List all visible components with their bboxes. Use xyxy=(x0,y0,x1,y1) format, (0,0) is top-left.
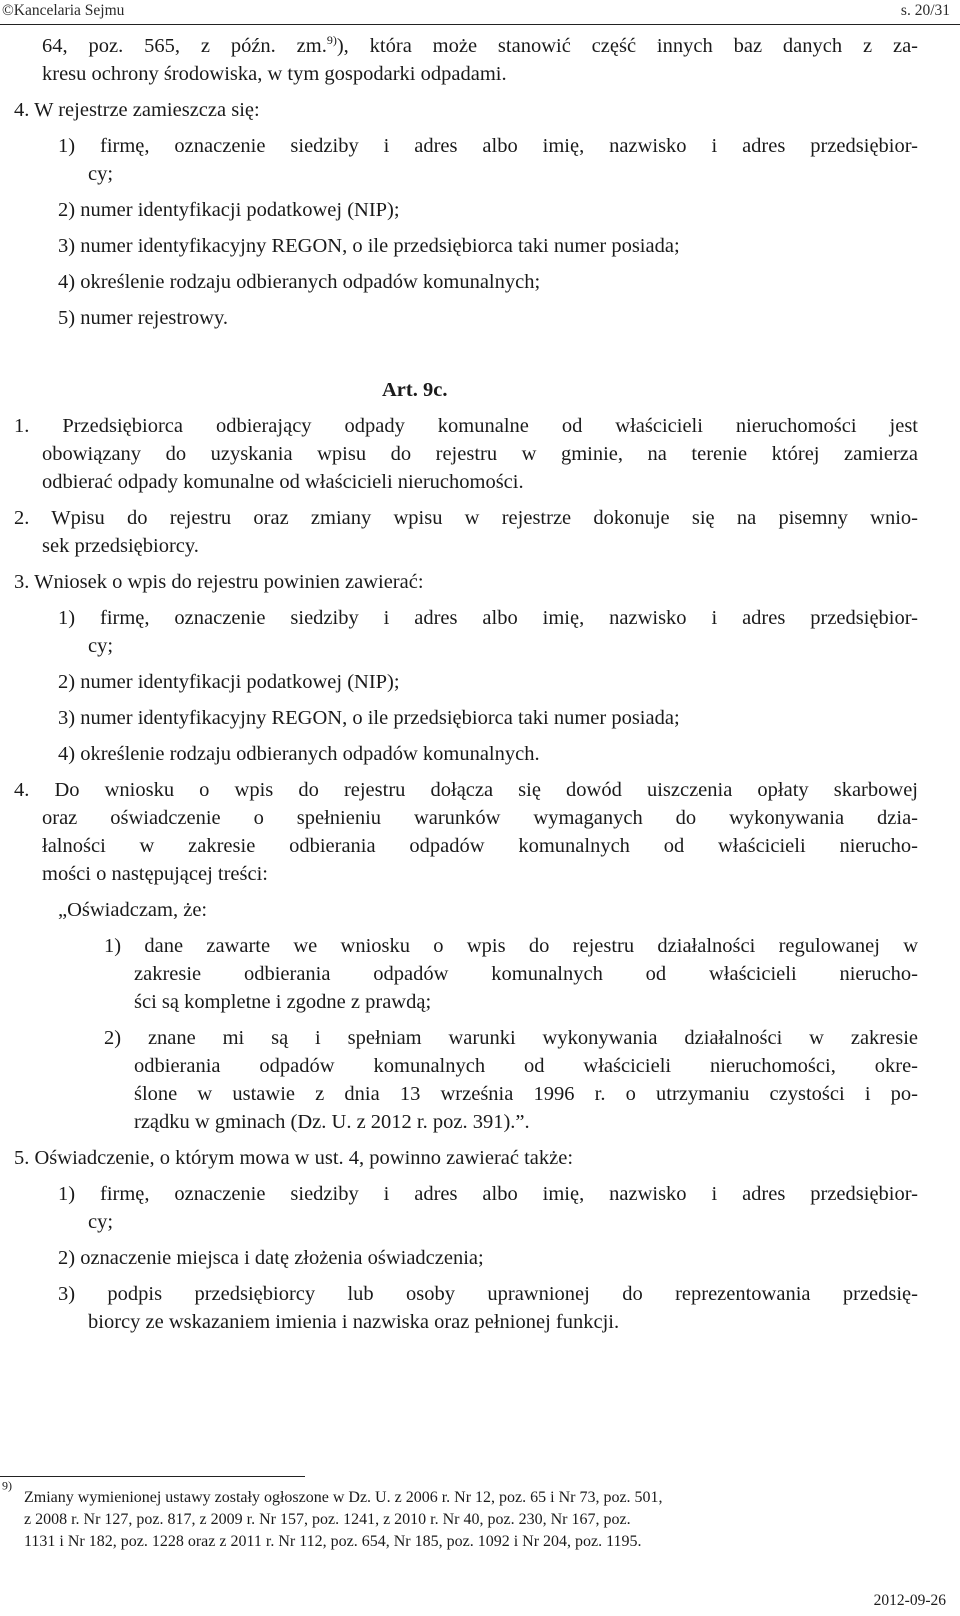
text-line: łalności w zakresie odbierania odpadów komunalnych od właścicieli nierucho- xyxy=(42,835,918,857)
footnote-divider xyxy=(0,1476,305,1477)
list-item: 2) numer identyfikacji podatkowej (NIP); xyxy=(58,199,400,221)
list-item: 3) podpis przedsiębiorcy lub osoby uprawnionej do reprezentowania przedsię- xyxy=(58,1283,918,1305)
footnote xyxy=(2,1478,12,1502)
list-item: 1) firmę, oznaczenie siedziby i adres albo imię, nazwisko i adres przedsiębior- xyxy=(58,607,918,629)
text-line: sek przedsiębiorcy. xyxy=(42,535,199,557)
list-item: 3) numer identyfikacyjny REGON, o ile przedsiębiorca taki numer posiada; xyxy=(58,235,680,257)
footnote-ref: 9) xyxy=(326,33,337,48)
text-line: ści są kompletne i zgodne z prawdą; xyxy=(134,991,432,1013)
header-divider xyxy=(0,24,960,25)
text-line: 4. Do wniosku o wpis do rejestru dołącza się dowód uiszczenia opłaty skarbowej xyxy=(14,779,918,801)
list-item: 4) określenie rodzaju odbieranych odpadów komunalnych; xyxy=(58,271,541,293)
footnote-marker: 9) xyxy=(2,1478,12,1493)
list-item: 1) firmę, oznaczenie siedziby i adres albo imię, nazwisko i adres przedsiębior- xyxy=(58,1183,918,1205)
text-line: oraz oświadczenie o spełnieniu warunków wymaganych do wykonywania dzia- xyxy=(42,807,918,829)
text-line: 4. W rejestrze zamieszcza się: xyxy=(14,99,260,121)
text-line: odbierania odpadów komunalnych od właścicieli nieruchomości, okre- xyxy=(134,1055,918,1077)
text-line: zakresie odbierania odpadów komunalnych od właścicieli nierucho- xyxy=(134,963,918,985)
text-line: 64, poz. 565, z późn. zm.$^{9)}$), która może stanowić część innych baz danych z za- xyxy=(42,33,918,57)
footnote-line: z 2008 r. Nr 127, poz. 817, z 2009 r. Nr 157, poz. 1241, z 2010 r. Nr 40, poz. 230, Nr 167, poz. xyxy=(24,1511,631,1528)
list-item: 3) numer identyfikacyjny REGON, o ile przedsiębiorca taki numer posiada; xyxy=(58,707,680,729)
text-line: mości o następującej treści: xyxy=(42,863,268,885)
list-item: 2) oznaczenie miejsca i datę złożenia oświadczenia; xyxy=(58,1247,484,1269)
text-line: cy; xyxy=(88,635,114,657)
text-line: 1. Przedsiębiorca odbierający odpady komunalne od właścicieli nieruchomości jest xyxy=(14,415,918,437)
footnote-line: 1131 i Nr 182, poz. 1228 oraz z 2011 r. Nr 112, poz. 654, Nr 185, poz. 1092 i Nr 204, poz. 1195. xyxy=(24,1533,642,1550)
text-line: 3. Wniosek o wpis do rejestru powinien zawierać: xyxy=(14,571,424,593)
list-item: 1) firmę, oznaczenie siedziby i adres albo imię, nazwisko i adres przedsiębior- xyxy=(58,135,918,157)
list-item: 4) określenie rodzaju odbieranych odpadów komunalnych. xyxy=(58,743,540,765)
text-line: cy; xyxy=(88,1211,114,1233)
text-line: rządku w gminach (Dz. U. z 2012 r. poz. 391).”. xyxy=(134,1111,530,1133)
page-number: s. 20/31 xyxy=(900,2,950,19)
list-item: 2) numer identyfikacji podatkowej (NIP); xyxy=(58,671,400,693)
footnote-line: Zmiany wymienionej ustawy zostały ogłoszone w Dz. U. z 2006 r. Nr 12, poz. 65 i Nr 73, poz. 501, xyxy=(24,1489,663,1506)
text-line: cy; xyxy=(88,163,114,185)
text-line: kresu ochrony środowiska, w tym gospodarki odpadami. xyxy=(42,63,507,85)
list-item: 1) dane zawarte we wniosku o wpis do rejestru działalności regulowanej w xyxy=(104,935,918,957)
text-line: obowiązany do uzyskania wpisu do rejestru w gminie, na terenie której zamierza xyxy=(42,443,918,465)
text-line: 5. Oświadczenie, o którym mowa w ust. 4, powinno zawierać także: xyxy=(14,1147,574,1169)
document-date: 2012-09-26 xyxy=(873,1592,946,1609)
text-line: 2. Wpisu do rejestru oraz zmiany wpisu w rejestrze dokonuje się na pisemny wnio- xyxy=(14,507,918,529)
text-line: biorcy ze wskazaniem imienia i nazwiska oraz pełnionej funkcji. xyxy=(88,1311,620,1333)
text-line: ślone w ustawie z dnia 13 września 1996 r. o utrzymaniu czystości i po- xyxy=(134,1083,918,1105)
text-line: odbierać odpady komunalne od właścicieli nieruchomości. xyxy=(42,471,524,493)
list-item: 5) numer rejestrowy. xyxy=(58,307,229,329)
header-source: ©Kancelaria Sejmu xyxy=(2,2,125,19)
list-item: 2) znane mi są i spełniam warunki wykonywania działalności w zakresie xyxy=(104,1027,918,1049)
article-heading: Art. 9c. xyxy=(382,379,448,401)
text-line: „Oświadczam, że: xyxy=(58,899,208,921)
